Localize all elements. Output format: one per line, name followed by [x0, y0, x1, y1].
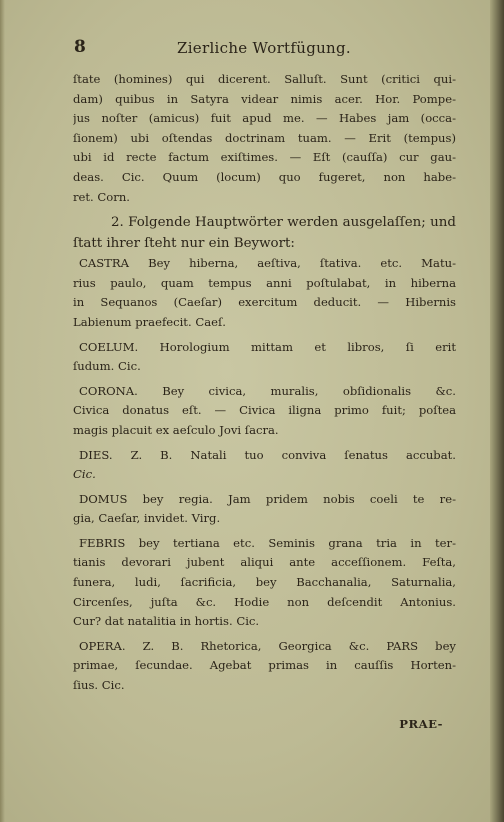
text-block [73, 70, 456, 696]
text-line: ſius. Cic. [73, 678, 125, 693]
text-line: ſtate (homines) qui dicerent. Salluſt. Sunt (critici qui- [73, 72, 456, 86]
running-title: Zierliche Wortfügung. [176, 39, 351, 57]
page-number: 8 [74, 37, 86, 57]
entry-febris: FEBRIS bey tertiana etc. Seminis grana tria in ter- [79, 535, 456, 550]
text-line: rius paulo, quam tempus anni poſtulabat, in hiberna [73, 275, 456, 290]
text-line: gia, Caeſar, invidet. Virg. [73, 511, 221, 526]
text-line: tianis devorari jubent aliqui ante acceſſionem. Feſta, [73, 555, 456, 570]
page-header [74, 37, 454, 63]
text-line: jus noſter (amicus) fuit apud me. — Habes jam (occa- [73, 111, 456, 126]
catchword: PRAE- [399, 717, 443, 731]
text-line: ret. Corn. [73, 189, 130, 204]
text-line: ſudum. Cic. [73, 359, 141, 374]
entry-coelum: COELUM. Horologium mittam et libros, ſi erit [79, 339, 456, 354]
text-line: Labienum praefecit. Caeſ. [73, 314, 226, 329]
entry-dies: DIES. Z. B. Natali tuo conviva ſenatus accubat. [79, 447, 456, 462]
text-line: ubi id recte factum exiſtimes. — Eſt (cauſſa) cur gau- [73, 150, 456, 165]
entry-opera: OPERA. Z. B. Rhetorica, Georgica &c. PARS bey [79, 638, 456, 653]
text-line: in Sequanos (Caeſar) exercitum deducit. — Hibernis [73, 295, 456, 310]
text-line: deas. Cic. Quum (locum) quo fugeret, non habe- [73, 169, 456, 184]
text-line: magis placuit ex aeſculo Jovi ſacra. [73, 422, 279, 437]
text-line: dam) quibus in Satyra videar nimis acer. Hor. Pompe- [73, 91, 456, 106]
entry-castra: CASTRA Bey hiberna, aeſtiva, ſtativa. etc. Matu- [79, 256, 456, 271]
section-heading: 2. Folgende Hauptwörter werden ausgelaſſen; und [111, 215, 456, 231]
section-heading: ſtatt ihrer ſteht nur ein Beywort: [73, 236, 295, 252]
text-line: primae, ſecundae. Agebat primas in cauſſis Horten- [73, 658, 456, 673]
text-line: Civica donatus eſt. — Civica iligna primo fuit; poſtea [73, 403, 456, 418]
binding-gutter [490, 0, 504, 822]
text-line: Circenſes, juſta &c. Hodie non deſcendit Antonius. [73, 594, 456, 609]
entry-corona: CORONA. Bey civica, muralis, obſidionalis &c. [79, 383, 456, 398]
entry-domus: DOMUS bey regia. Jam pridem nobis coeli te re- [79, 491, 456, 506]
text-line: Cur? dat natalitia in hortis. Cic. [73, 614, 260, 629]
page-left-edge [0, 0, 5, 822]
text-line: ſionem) ubi oſtendas doctrinam tuam. — Erit (tempus) [73, 130, 456, 145]
text-line: funera, ludi, ſacrificia, bey Bacchanalia, Saturnalia, [73, 575, 456, 590]
text-line: Cic. [73, 467, 96, 482]
